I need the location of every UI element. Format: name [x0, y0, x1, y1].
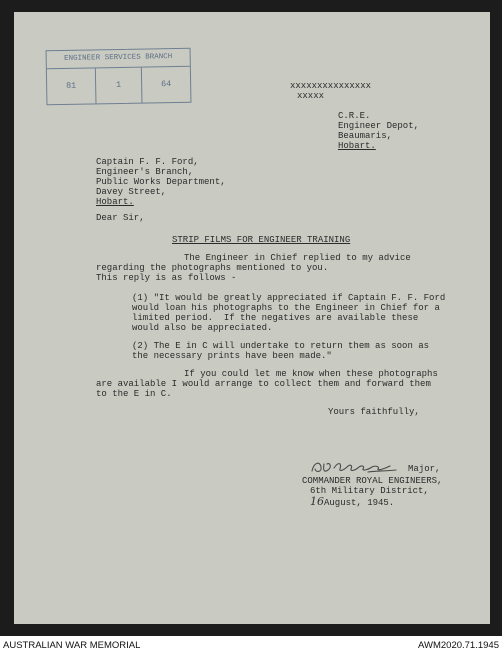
letter-date-rest: August, 1945.: [324, 498, 395, 508]
reference-line-1: xxxxxxxxxxxxxxx: [290, 81, 372, 91]
body-p2-line-4: would also be appreciated.: [132, 323, 273, 333]
body-p1-line-3: This reply is as follows -: [96, 273, 237, 283]
letter-page: [14, 12, 490, 624]
recipient-line-5: Hobart.: [96, 197, 134, 207]
recipient-line-4: Davey Street,: [96, 187, 167, 197]
body-p2-line-3: limited period. If the negatives are available these: [132, 313, 419, 323]
stamp-cell-2: 1: [96, 68, 143, 104]
subject-heading: STRIP FILMS FOR ENGINEER TRAINING: [172, 235, 351, 245]
signatory-title-1: COMMANDER ROYAL ENGINEERS,: [302, 476, 443, 486]
body-p2-line-1: (1) "It would be greatly appreciated if Captain F. F. Ford: [132, 293, 446, 303]
handwritten-signature: [310, 458, 400, 476]
signatory-title-2: 6th Military District,: [310, 486, 429, 496]
recipient-line-3: Public Works Department,: [96, 177, 226, 187]
sender-line-1: C.R.E.: [338, 111, 371, 121]
sender-line-4: Hobart.: [338, 141, 376, 151]
closing: Yours faithfully,: [328, 407, 420, 417]
salutation: Dear Sir,: [96, 213, 145, 223]
stamp-cell-3: 64: [160, 79, 172, 90]
letter-date: [310, 496, 394, 509]
branch-stamp: [46, 48, 192, 106]
recipient-line-2: Engineer's Branch,: [96, 167, 194, 177]
sender-line-2: Engineer Depot,: [338, 121, 420, 131]
body-p3-line-1: (2) The E in C will undertake to return them as soon as: [132, 341, 430, 351]
letter-date-day: 16: [310, 495, 324, 508]
body-p3-line-2: the necessary prints have been made.": [132, 351, 332, 361]
reference-line-2: xxxxx: [297, 91, 325, 101]
body-p1-line-1: The Engineer in Chief replied to my advice: [184, 253, 411, 263]
recipient-line-1: Captain F. F. Ford,: [96, 157, 199, 167]
body-p1-line-2: regarding the photographs mentioned to you.: [96, 263, 329, 273]
body-p4-line-3: to the E in C.: [96, 389, 172, 399]
signatory-rank: Major,: [408, 464, 441, 474]
stamp-cell-1: 81: [47, 68, 97, 104]
footer-source: AUSTRALIAN WAR MEMORIAL: [3, 640, 141, 651]
sender-line-3: Beaumaris,: [338, 131, 393, 141]
body-p2-line-2: would loan his photographs to the Engineer in Chief for a: [132, 303, 440, 313]
stamp-title: ENGINEER SERVICES BRANCH: [47, 49, 190, 69]
body-p4-line-2: are available I would arrange to collect them and forward them: [96, 379, 431, 389]
body-p4-line-1: If you could let me know when these photographs: [184, 369, 438, 379]
footer-accession-number: AWM2020.71.1945: [418, 640, 499, 651]
